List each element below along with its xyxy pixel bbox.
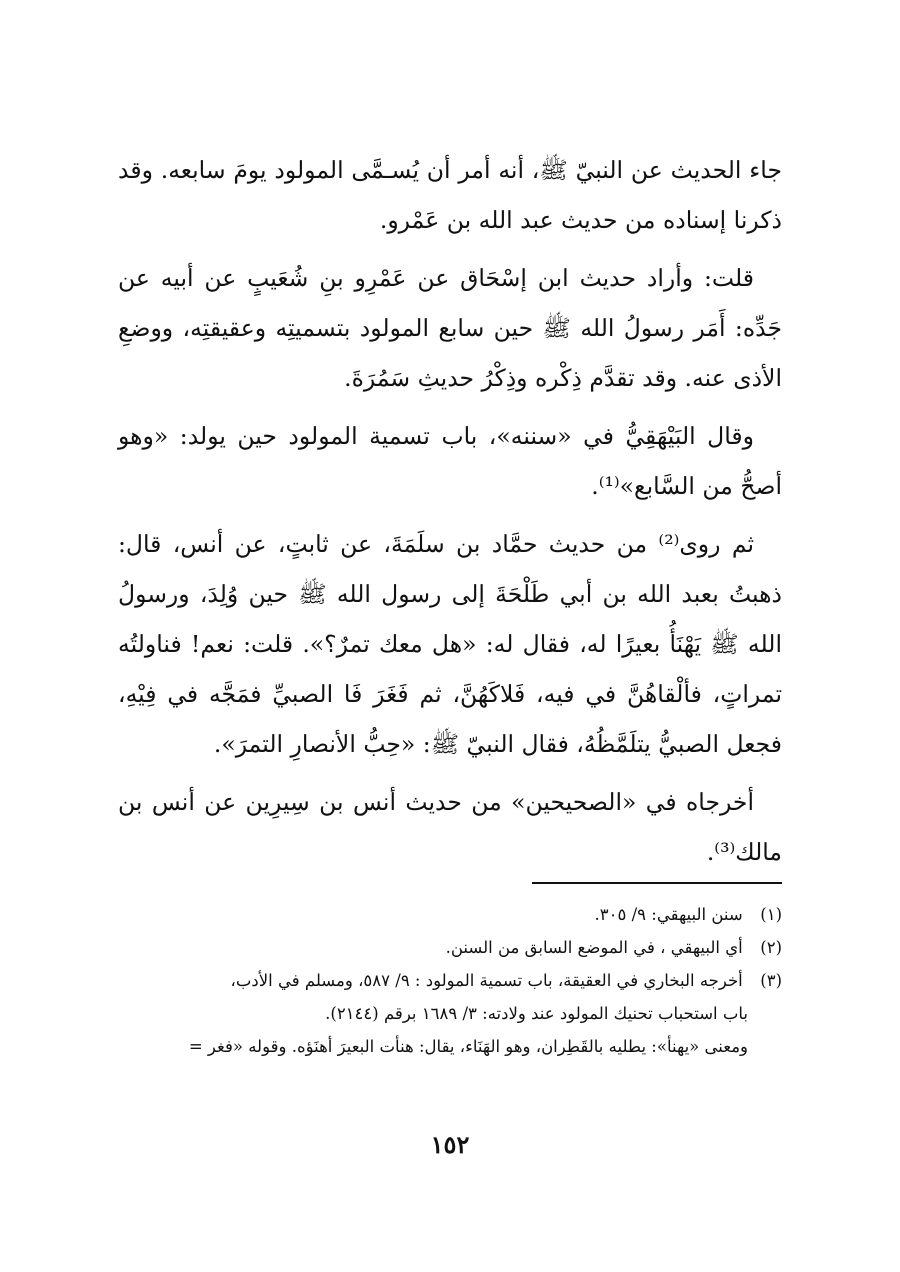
- footnote-3: [118, 964, 782, 1030]
- footnote-text: سنن البيهقي: ٩/ ٣٠٥.: [594, 905, 743, 924]
- footnote-number: (٢): [760, 938, 782, 957]
- footnote-continuation: باب استحباب تحنيك المولود عند ولادته: ٣/ ١٦٨٩ برقم (٢١٤٤).: [325, 1004, 748, 1023]
- footnote-number: (١): [760, 905, 782, 924]
- paragraph-4: ثم روى⁽²⁾ من حديث حمَّاد بن سلَمَةَ، عن ثابتٍ، عن أنس، قال: ذهبتُ بعبد الله بن أبي طَلْحَةَ إلى رسول الله ﷺ حين وُلِدَ، ورسولُ الله ﷺ يَهْنَأُ بعيرًا له، فقال له: «هل معك تمرٌ؟». قلت: نعم! فناولتُه تمراتٍ، فألْقاهُنَّ في فيه، فَلاكَهُنَّ، ثم فَغَرَ فَا الصبيِّ فمَجَّه في فِيْهِ، فجعل الصبيُّ يتلَمَّظُهُ، فقال النبيّ ﷺ: «حِبُّ الأنصارِ التمرَ».: [118, 530, 782, 758]
- footnote-explanation: ومعنى «يهنأ»: يطليه بالقَطِران، وهو الهَنَاء، يقال: هنأت البعيرَ أهنَؤه. وقوله «فغر =: [188, 1037, 748, 1056]
- footnote-2: [118, 931, 782, 964]
- footnote-1: [118, 898, 782, 931]
- footnote-text: أي البيهقي ، في الموضع السابق من السنن.: [445, 938, 743, 957]
- footnotes: [118, 898, 782, 1063]
- footnote-separator: [532, 882, 782, 884]
- book-page: [118, 145, 782, 1245]
- paragraph-5: أخرجاه في «الصحيحين» من حديث أنس بن سِيرِين عن أنس بن مالك⁽³⁾.: [118, 788, 782, 866]
- footnote-text: أخرجه البخاري في العقيقة، باب تسمية المولود : ٩/ ٥٨٧، ومسلم في الأدب،: [230, 971, 743, 990]
- page-number: ١٥٢: [430, 1130, 470, 1159]
- footnote-number: (٣): [760, 971, 782, 990]
- paragraph-1: جاء الحديث عن النبيّ ﷺ، أنه أمر أن يُسـمَّى المولود يومَ سابعه. وقد ذكرنا إسناده من حديث عبد الله بن عَمْرو.: [118, 156, 782, 234]
- paragraph-2: قلت: وأراد حديث ابن إسْحَاق عن عَمْرِو بنِ شُعَيبٍ عن أبيه عن جَدِّه: أَمَر رسولُ الله ﷺ حين سابع المولود بتسميتِه وعقيقتِه، ووضعِ الأذى عنه. وقد تقدَّم ذِكْره وذِكْرُ حديثِ سَمُرَةَ.: [118, 264, 782, 392]
- paragraph-3: وقال البَيْهَقِيُّ في «سننه»، باب تسمية المولود حين يولد: «وهو أصحُّ من السَّابع»⁽¹⁾.: [118, 422, 782, 500]
